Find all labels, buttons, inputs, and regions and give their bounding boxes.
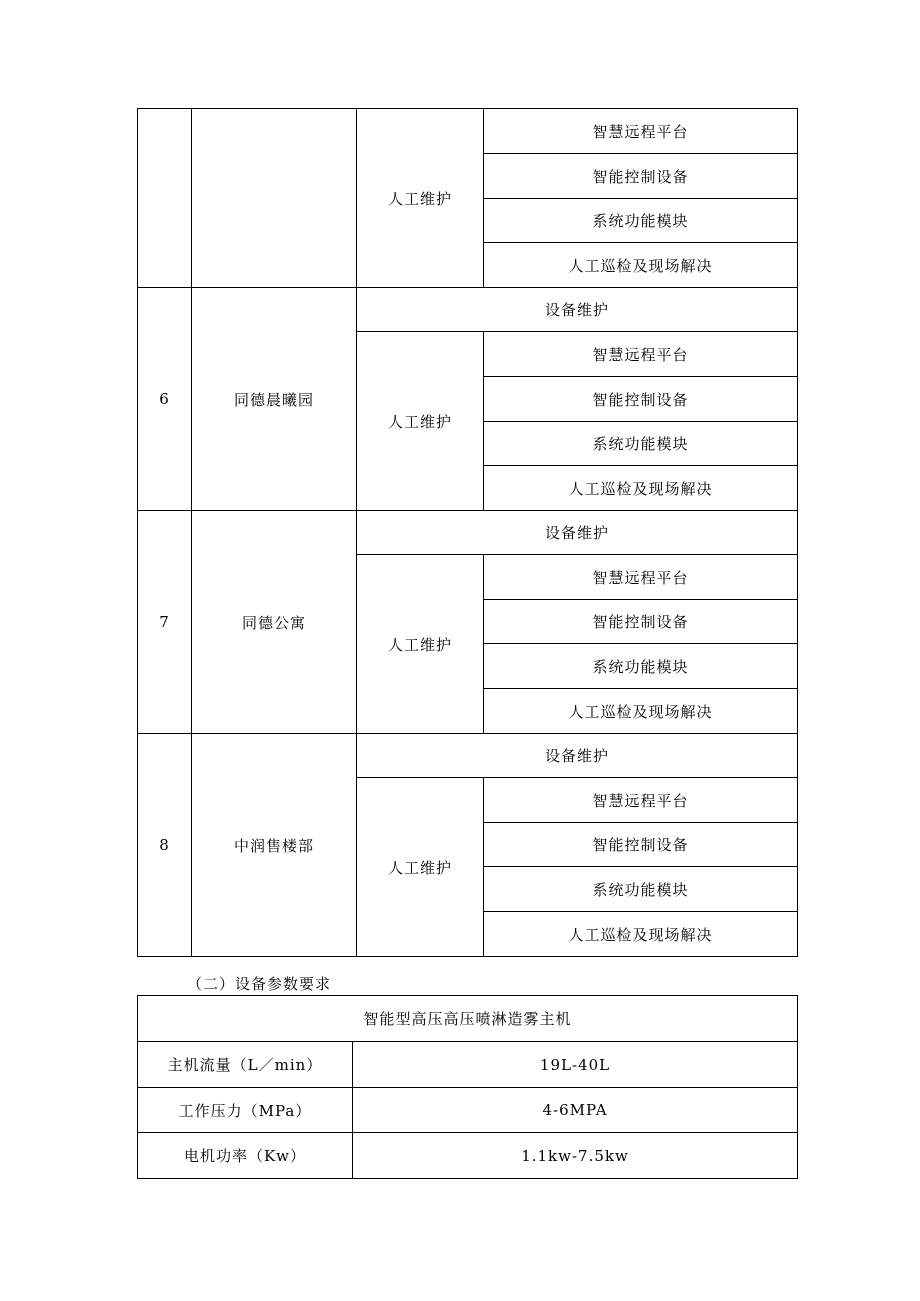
param-label: 工作压力（MPa） — [138, 1088, 353, 1133]
site-cell: 中润售楼部 — [192, 734, 357, 957]
index-cell: 8 — [138, 734, 192, 957]
param-value: 19L-40L — [353, 1042, 798, 1088]
param-value: 4-6MPA — [353, 1088, 798, 1133]
site-cell: 同德公寓 — [192, 511, 357, 734]
sub-item-cell: 智能控制设备 — [484, 600, 798, 644]
sub-item-cell: 系统功能模块 — [484, 644, 798, 689]
sub-item-cell: 人工巡检及现场解决 — [484, 243, 798, 288]
table-row — [138, 109, 798, 154]
index-cell: 7 — [138, 511, 192, 734]
index-cell — [138, 109, 192, 288]
sub-item-cell: 智慧远程平台 — [484, 332, 798, 377]
table-row — [138, 1042, 798, 1088]
sub-item-cell: 智慧远程平台 — [484, 555, 798, 600]
sub-item-cell: 智能控制设备 — [484, 823, 798, 867]
section-heading: （二）设备参数要求 — [187, 975, 332, 993]
sub-item-cell: 人工巡检及现场解决 — [484, 689, 798, 734]
sub-item-cell: 人工巡检及现场解决 — [484, 466, 798, 511]
sub-item-cell: 系统功能模块 — [484, 422, 798, 466]
sub-item-cell: 智慧远程平台 — [484, 109, 798, 154]
params-title: 智能型高压高压喷淋造雾主机 — [138, 996, 798, 1042]
param-value: 1.1kw-7.5kw — [353, 1133, 798, 1179]
equipment-maintenance-cell: 设备维护 — [357, 288, 798, 332]
site-cell — [192, 109, 357, 288]
param-label: 电机功率（Kw） — [138, 1133, 353, 1179]
manual-maintenance-cell: 人工维护 — [357, 778, 484, 957]
equipment-params-table — [137, 995, 798, 1179]
maintenance-table — [137, 108, 798, 957]
sub-item-cell: 智能控制设备 — [484, 154, 798, 199]
sub-item-cell: 系统功能模块 — [484, 867, 798, 912]
table-row — [138, 996, 798, 1042]
manual-maintenance-cell: 人工维护 — [357, 109, 484, 288]
param-label: 主机流量（L／min） — [138, 1042, 353, 1088]
sub-item-cell: 智慧远程平台 — [484, 778, 798, 823]
table-row — [138, 1133, 798, 1179]
table-row — [138, 1088, 798, 1133]
table-row — [138, 511, 798, 555]
table-row — [138, 288, 798, 332]
sub-item-cell: 系统功能模块 — [484, 199, 798, 243]
sub-item-cell: 智能控制设备 — [484, 377, 798, 422]
manual-maintenance-cell: 人工维护 — [357, 555, 484, 734]
index-cell: 6 — [138, 288, 192, 511]
site-cell: 同德晨曦园 — [192, 288, 357, 511]
equipment-maintenance-cell: 设备维护 — [357, 511, 798, 555]
table-row — [138, 734, 798, 778]
manual-maintenance-cell: 人工维护 — [357, 332, 484, 511]
sub-item-cell: 人工巡检及现场解决 — [484, 912, 798, 957]
equipment-maintenance-cell: 设备维护 — [357, 734, 798, 778]
